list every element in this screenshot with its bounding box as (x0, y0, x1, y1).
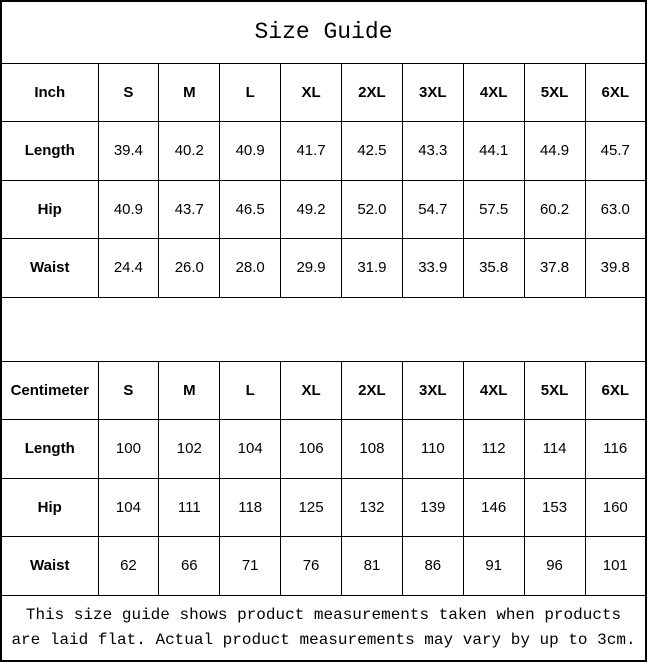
measure-value: 91 (463, 537, 524, 596)
measure-value: 102 (159, 420, 220, 479)
size-guide-note-line1: This size guide shows product measurements taken when products (25, 605, 622, 624)
measure-value: 60.2 (524, 180, 585, 239)
size-header: 6XL (585, 361, 646, 420)
measure-value: 114 (524, 420, 585, 479)
measure-value: 57.5 (463, 180, 524, 239)
measure-value: 106 (281, 420, 342, 479)
measure-label: Length (1, 420, 98, 479)
inch-waist-row (1, 239, 646, 298)
measure-value: 45.7 (585, 122, 646, 181)
measure-value: 146 (463, 478, 524, 537)
measure-value: 39.8 (585, 239, 646, 298)
centimeter-header-row (1, 361, 646, 420)
measure-value: 43.7 (159, 180, 220, 239)
measure-value: 44.1 (463, 122, 524, 181)
measure-value: 100 (98, 420, 159, 479)
measure-value: 112 (463, 420, 524, 479)
size-header: M (159, 361, 220, 420)
measure-value: 76 (281, 537, 342, 596)
measure-value: 42.5 (342, 122, 403, 181)
size-guide-note-line2: are laid flat. Actual product measurements may vary by up to 3cm. (11, 630, 636, 649)
size-guide-title: Size Guide (1, 1, 646, 63)
measure-value: 160 (585, 478, 646, 537)
measure-value: 81 (342, 537, 403, 596)
size-header: 6XL (585, 63, 646, 122)
measure-value: 63.0 (585, 180, 646, 239)
centimeter-waist-row (1, 537, 646, 596)
measure-value: 111 (159, 478, 220, 537)
title-row (1, 1, 646, 63)
measure-value: 24.4 (98, 239, 159, 298)
measure-value: 37.8 (524, 239, 585, 298)
measure-value: 104 (220, 420, 281, 479)
size-guide-note (1, 595, 646, 661)
size-header: 2XL (342, 361, 403, 420)
measure-label: Length (1, 122, 98, 181)
measure-label: Hip (1, 478, 98, 537)
size-header: XL (281, 63, 342, 122)
measure-value: 43.3 (402, 122, 463, 181)
measure-value: 96 (524, 537, 585, 596)
footer-row (1, 595, 646, 661)
measure-value: 132 (342, 478, 403, 537)
size-header: 3XL (402, 361, 463, 420)
measure-value: 49.2 (281, 180, 342, 239)
measure-value: 71 (220, 537, 281, 596)
spacer-cell (1, 297, 646, 361)
measure-value: 52.0 (342, 180, 403, 239)
measure-value: 86 (402, 537, 463, 596)
measure-value: 28.0 (220, 239, 281, 298)
size-header: 4XL (463, 63, 524, 122)
size-header: S (98, 63, 159, 122)
inch-header-row (1, 63, 646, 122)
measure-value: 40.9 (98, 180, 159, 239)
measure-value: 110 (402, 420, 463, 479)
measure-value: 62 (98, 537, 159, 596)
measure-value: 54.7 (402, 180, 463, 239)
measure-value: 108 (342, 420, 403, 479)
size-header: XL (281, 361, 342, 420)
size-header: L (220, 361, 281, 420)
unit-header-inch: Inch (1, 63, 98, 122)
measure-value: 29.9 (281, 239, 342, 298)
measure-value: 46.5 (220, 180, 281, 239)
measure-value: 40.2 (159, 122, 220, 181)
measure-value: 118 (220, 478, 281, 537)
measure-value: 31.9 (342, 239, 403, 298)
measure-label: Waist (1, 537, 98, 596)
measure-value: 26.0 (159, 239, 220, 298)
size-header: S (98, 361, 159, 420)
size-header: M (159, 63, 220, 122)
measure-value: 116 (585, 420, 646, 479)
size-header: 3XL (402, 63, 463, 122)
centimeter-length-row (1, 420, 646, 479)
unit-header-centimeter: Centimeter (1, 361, 98, 420)
size-header: 4XL (463, 361, 524, 420)
measure-value: 41.7 (281, 122, 342, 181)
measure-label: Hip (1, 180, 98, 239)
size-header: L (220, 63, 281, 122)
size-header: 2XL (342, 63, 403, 122)
inch-hip-row (1, 180, 646, 239)
measure-value: 35.8 (463, 239, 524, 298)
size-header: 5XL (524, 361, 585, 420)
measure-value: 44.9 (524, 122, 585, 181)
inch-length-row (1, 122, 646, 181)
measure-value: 104 (98, 478, 159, 537)
measure-label: Waist (1, 239, 98, 298)
size-header: 5XL (524, 63, 585, 122)
measure-value: 139 (402, 478, 463, 537)
measure-value: 125 (281, 478, 342, 537)
measure-value: 39.4 (98, 122, 159, 181)
measure-value: 101 (585, 537, 646, 596)
measure-value: 40.9 (220, 122, 281, 181)
spacer-row (1, 297, 646, 361)
measure-value: 33.9 (402, 239, 463, 298)
measure-value: 66 (159, 537, 220, 596)
centimeter-hip-row (1, 478, 646, 537)
measure-value: 153 (524, 478, 585, 537)
